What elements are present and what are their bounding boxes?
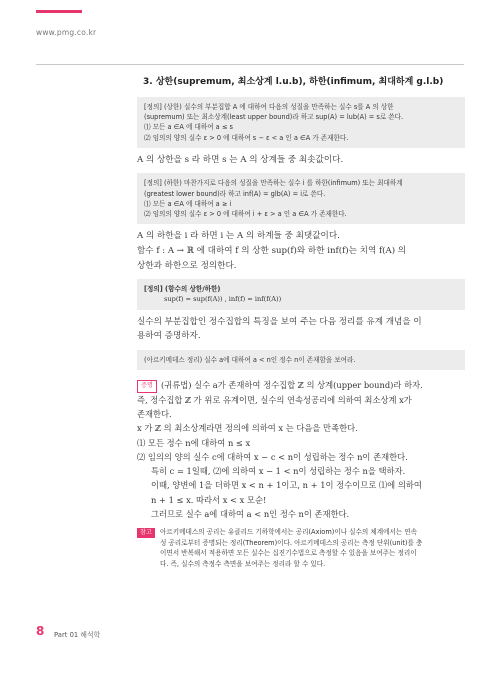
proof-line: 증명 (귀류법) 실수 a가 존재하여 정수집합 ℤ 의 상계(upper bound)라 하자. — [137, 378, 465, 393]
archimedes-theorem-box — [137, 350, 465, 370]
def-sup-item1: ⑴ 모든 a ∈A 에 대하여 a ≤ s — [144, 123, 233, 132]
text-after-inf-line3: 상한과 하한으로 정의한다. — [137, 260, 237, 271]
text-after-inf-line1: A 의 하한을 i 라 하면 i 는 A 의 하계들 중 최댓값이다. — [137, 231, 340, 242]
proof-label: 증명 — [137, 380, 157, 393]
def-inf-line2: (greatest lower bound)라 하고 inf(A) = glb(A) = i로 쓴다. — [144, 189, 326, 198]
page-number: 8 — [36, 624, 45, 638]
text-after-sup: A 의 상한을 s 라 하면 s 는 A 의 상계들 중 최솟값이다. — [137, 154, 344, 165]
proof-line: ⑴ 모든 정수 n에 대하여 n ≤ x — [137, 437, 251, 448]
def-inf-item1: ⑴ 모든 a ∈A 에 대하여 a ≥ i — [144, 199, 232, 208]
intro-text-line1: 실수의 부분집합인 정수집합의 특징을 보여 주는 다음 정리를 유계 개념을 이 — [137, 316, 422, 327]
def-inf-line1: [정의] (하한) 마찬가지로 다음의 성질을 만족하는 실수 i 를 하한(infimum) 또는 최대하계 — [144, 179, 403, 188]
proof-indent-line: n + 1 ≤ x. 따라서 x < x 모순! — [151, 494, 267, 505]
section-title: 3. 상한(supremum, 최소상계 l.u.b), 하한(infimum, 최대하계 g.l.b) — [143, 77, 444, 87]
intro-text-line2: 용하여 증명하자. — [137, 331, 201, 342]
def-sup-item2: ⑵ 임의의 양의 실수 ε > 0 에 대하여 s − ε < a 인 a ∈A 가 존재한다. — [144, 133, 349, 142]
definition-supremum — [137, 97, 465, 148]
note-line: 아르키메데스의 공리는 유클리드 기하학에서는 공리(Axiom)이나 실수의 체계에서는 연속 — [159, 528, 418, 537]
definition-infimum — [137, 173, 465, 224]
def-func-title: [정의] (함수의 상한/하한) — [144, 285, 221, 294]
intro-text — [137, 315, 465, 344]
note-label: 참고 — [137, 528, 155, 538]
note-line: 이면서 반복해서 적용하면 모든 실수는 십진기수법으로 측정할 수 있음을 보여주는 정리이 — [159, 549, 417, 558]
def-func-formula: sup(f) = sup(f(A)) , inf(f) = inf(f(A)) — [164, 295, 282, 304]
header-accent-bar — [36, 10, 82, 13]
footer-part-label: Part 01 해석학 — [54, 631, 101, 639]
proof-line: 즉, 정수집합 ℤ 가 위로 유계이면, 실수의 연속성공리에 의하여 최소상계 x가 — [137, 394, 412, 405]
def-sup-line2: (supremum) 또는 최소상계(least upper bound)라 하고 sup(A) = lub(A) = s로 쓴다. — [144, 113, 404, 122]
proof-block — [137, 378, 465, 521]
text-after-inf — [137, 229, 465, 273]
note-block — [137, 527, 465, 569]
definition-function-bounds — [137, 279, 465, 309]
note-text — [160, 527, 422, 569]
proof-indent-line: 특히 c = 1일때, ⑵에 의하여 x − 1 < n이 성립하는 정수 n을 택하자. — [151, 466, 406, 477]
header-divider — [36, 64, 464, 65]
proof-line: ⑵ 임의의 양의 실수 c에 대하여 x − c < n이 성립하는 정수 n이 존재한다. — [137, 451, 408, 462]
text-after-inf-line2: 함수 f : A → ℝ 에 대하여 f 의 상한 sup(f)와 하한 inf(f)는 치역 f(A) 의 — [137, 245, 407, 256]
note-line: 다. 즉, 실수의 측정수 측면을 보여주는 정리라 할 수 있다. — [159, 559, 326, 568]
proof-line: x 가 ℤ 의 최소상계라면 정의에 의하여 x 는 다음을 만족한다. — [137, 423, 358, 434]
proof-line: 존재한다. — [137, 408, 172, 419]
def-sup-line1: [정의] (상한) 실수의 부분집합 A 에 대하여 다음의 성질을 만족하는 실수 s를 A 의 상한 — [144, 103, 394, 111]
proof-indent-line: 그러므로 실수 a에 대하여 a < n인 정수 n이 존재한다. — [151, 508, 350, 519]
def-inf-item2: ⑵ 임의의 양의 실수 ε > 0 에 대하여 i + ε > a 인 a ∈A 가 존재한다. — [144, 210, 347, 219]
page-content — [137, 74, 465, 569]
note-line: 성 공리로부터 증명되는 정리(Theorem)이다. 아르키메데스의 공리는 측정 단위(unit)를 충 — [159, 538, 423, 547]
header-url: www.pmg.co.kr — [36, 28, 97, 37]
archimedes-text: (아르키메데스 정리) 실수 a에 대하여 a < n인 정수 n이 존재함을 보여라. — [144, 355, 356, 364]
proof-indent-line: 이때, 양변에 1을 더하면 x < n + 1이고, n + 1이 정수이므로 ⑴에 의하여 — [151, 480, 422, 491]
